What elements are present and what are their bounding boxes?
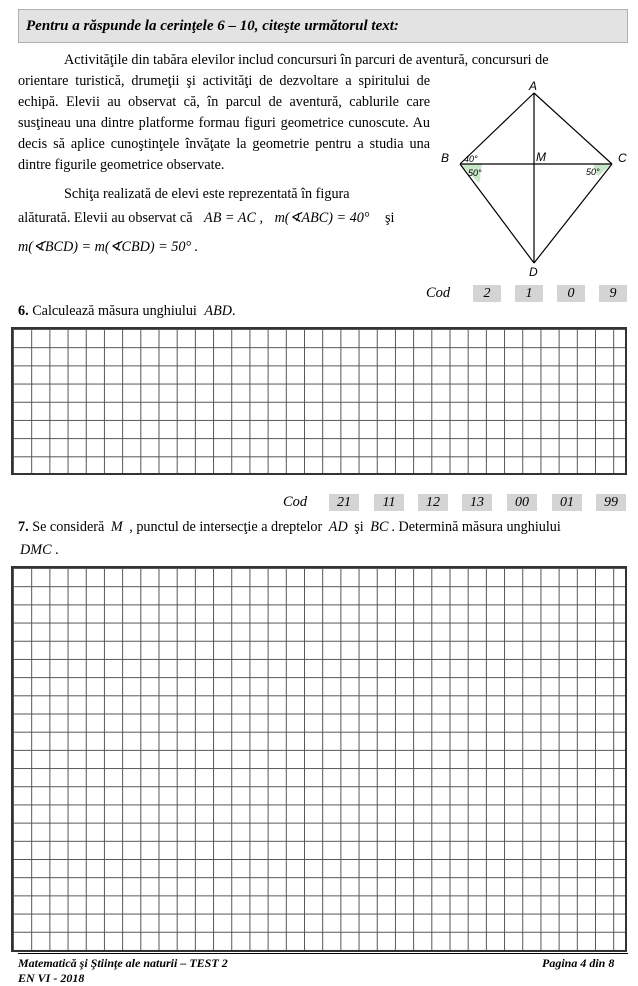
- footer-subject: [18, 956, 228, 971]
- q6-code-9[interactable]: 9: [599, 285, 627, 302]
- q7-code-01[interactable]: 01: [552, 494, 582, 511]
- schita-line1: Schiţa realizată de elevi este reprezentată în figura: [64, 186, 350, 202]
- footer-page: [542, 956, 614, 971]
- footer-page-text: Pagina 4 din 8: [542, 956, 615, 970]
- schita-line2: [18, 210, 395, 227]
- conjunction: şi: [385, 210, 395, 226]
- label-b: B: [441, 151, 450, 165]
- footer-rule: [18, 953, 628, 954]
- q6-answer-grid[interactable]: [11, 327, 627, 475]
- label-d: D: [529, 265, 538, 279]
- footer-exam: [18, 971, 84, 986]
- q7-continuation: [20, 542, 59, 559]
- intro-paragraph: orientare turistică, drumeţii şi activităţi de dezvoltare a spiritului de echipă. Elevii au observat că, în parcul de aventură, cablurile care susţineau una dintre platforme formau figuri geometrice cunoscute. Au decis să aplice cunoştinţele învăţate la geometrie pentru a studia una dintre figurile geometrice observate.: [18, 73, 430, 173]
- instruction-text: Pentru a răspunde la cerinţele 6 – 10, citeşte următorul text:: [26, 18, 399, 34]
- q7-code-99[interactable]: 99: [596, 494, 626, 511]
- q6-number: 6.: [18, 303, 29, 319]
- q7-point-m: M: [110, 519, 123, 535]
- q7-code-11[interactable]: 11: [374, 494, 404, 511]
- q6-text: Calculează măsura unghiului: [32, 303, 197, 319]
- angle-label-40: 40°: [464, 154, 478, 164]
- q6-code-label: Cod: [426, 285, 451, 301]
- q7-code-21[interactable]: 21: [329, 494, 359, 511]
- intro-first-line: [18, 50, 628, 71]
- schita-line2-text: alăturată. Elevii au observat că: [18, 210, 193, 226]
- q7-line-bc: BC: [370, 519, 389, 535]
- angle-label-50-left: 50°: [468, 168, 482, 178]
- label-m: M: [536, 150, 546, 164]
- q7-code-13[interactable]: 13: [462, 494, 492, 511]
- q7-text-b: , punctul de intersecţie a dreptelor: [129, 519, 323, 535]
- angle-label-50-right: 50°: [586, 167, 600, 177]
- q7-period: .: [55, 542, 59, 558]
- question-7: [18, 519, 633, 536]
- equation-angle-abc: m(∢ABC) = 40°: [274, 210, 370, 226]
- label-a: A: [529, 79, 538, 93]
- q7-text-a: Se consideră: [32, 519, 105, 535]
- q7-code-00[interactable]: 00: [507, 494, 537, 511]
- question-6: [18, 303, 236, 320]
- q6-period: .: [232, 303, 236, 319]
- q7-answer-grid[interactable]: [11, 566, 627, 952]
- intro-line1-text: Activităţile din tabăra elevilor includ concursuri în parcuri de aventură, concursuri de: [64, 52, 549, 68]
- q7-line-ad: AD: [328, 519, 348, 535]
- segment-bd: [460, 164, 534, 263]
- label-c: C: [618, 151, 627, 165]
- equation-ab-ac: AB = AC ,: [204, 210, 264, 226]
- footer-exam-text: EN VI - 2018: [18, 971, 85, 985]
- q6-angle-abd: ABD: [204, 303, 233, 319]
- q7-text-c: . Determină măsura unghiului: [391, 519, 561, 535]
- q7-code-label: Cod: [283, 494, 308, 510]
- rhombus-figure: [436, 76, 636, 280]
- q7-angle-dmc: DMC: [20, 542, 52, 558]
- q6-code-0[interactable]: 0: [557, 285, 585, 302]
- q7-code-12[interactable]: 12: [418, 494, 448, 511]
- q6-code-2[interactable]: 2: [473, 285, 501, 302]
- segment-cd: [534, 164, 612, 263]
- equation-angles-bcd-cbd: m(∢BCD) = m(∢CBD) = 50° .: [18, 239, 199, 255]
- q7-conjunction: şi: [354, 519, 364, 535]
- footer-subject-text: Matematică şi Ştiinţe ale naturii – TEST 2: [18, 956, 228, 970]
- q7-number: 7.: [18, 519, 29, 535]
- q6-code-1[interactable]: 1: [515, 285, 543, 302]
